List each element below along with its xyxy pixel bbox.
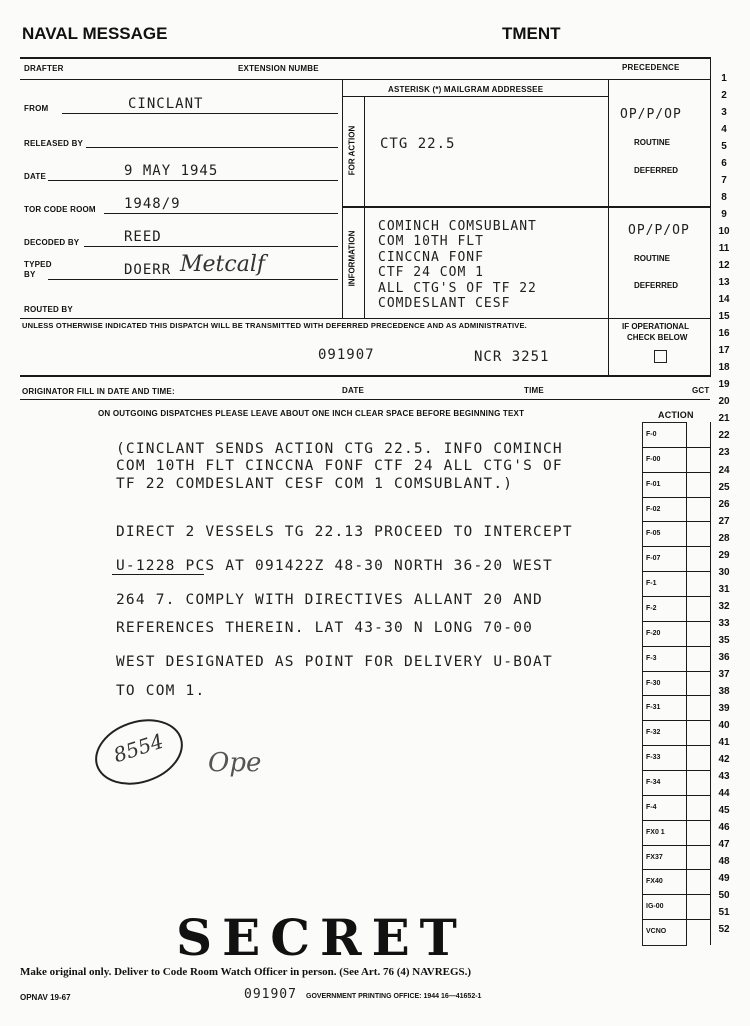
typed-label-2: BY	[24, 270, 36, 279]
line-number: 8	[721, 192, 727, 204]
action-code-0: F-0	[646, 431, 657, 438]
rule-originator	[20, 375, 710, 377]
line-number: 25	[718, 481, 730, 493]
tor-value: 1948/9	[124, 196, 181, 212]
information-label: INFORMATION	[347, 230, 357, 287]
action-code-divider	[642, 894, 710, 895]
line-number: 3	[721, 107, 727, 118]
line-number: 7	[721, 175, 727, 187]
line-number: 2	[721, 90, 727, 101]
line-number: 48	[718, 855, 730, 867]
released-line	[86, 147, 338, 148]
tor-label: TOR CODE ROOM	[24, 205, 96, 214]
action-code-divider	[642, 695, 710, 696]
action-code-divider	[642, 795, 710, 796]
action-code-3: F-02	[646, 505, 661, 513]
drafter-label: DRAFTER	[24, 64, 64, 73]
routing-number: 8554	[110, 728, 167, 768]
action-code-divider	[642, 521, 710, 522]
line-number: 23	[718, 447, 730, 459]
released-label: RELEASED BY	[24, 139, 84, 148]
action-code-8: F-20	[646, 629, 661, 637]
line-number: 39	[718, 702, 730, 714]
action-code-divider	[642, 770, 710, 771]
action-code-17: FX37	[646, 853, 663, 861]
line-number: 1	[721, 73, 727, 84]
info-line-1: COMINCH COMSUBLANT	[378, 219, 537, 234]
line-number: 21	[718, 413, 730, 425]
line-number: 31	[718, 583, 730, 595]
decoded-label: DECODED BY	[24, 238, 80, 247]
body-line-6: 264 7. COMPLY WITH DIRECTIVES ALLANT 20 AND	[116, 592, 543, 608]
rule-top	[20, 57, 710, 59]
action-code-4: F-05	[646, 530, 661, 538]
from-line	[62, 113, 338, 114]
action-code-divider	[642, 546, 710, 547]
asterisk-label: ASTERISK (*) MAILGRAM ADDRESSEE	[388, 85, 544, 94]
typed-signature: Metcalf	[180, 252, 266, 277]
action-precedence-routine: ROUTINE	[634, 138, 670, 147]
rule-action-info	[342, 206, 710, 208]
action-code-13: F-33	[646, 754, 661, 761]
line-number: 4	[721, 124, 727, 136]
line-number: 41	[718, 736, 730, 748]
action-precedence-deferred: DEFERRED	[634, 166, 679, 175]
tor-line	[104, 213, 338, 214]
action-code-11: F-31	[646, 704, 661, 712]
line-number: 33	[718, 617, 730, 629]
divider-far	[710, 57, 711, 377]
action-header: ACTION	[658, 410, 694, 420]
info-precedence-routine: ROUTINE	[634, 254, 670, 263]
action-code-divider	[642, 596, 710, 597]
line-number: 28	[718, 532, 730, 544]
decoded-line	[84, 246, 338, 247]
body-line-9: TO COM 1.	[116, 683, 206, 699]
footer-printer: GOVERNMENT PRINTING OFFICE: 1944 16—41652-1	[306, 993, 482, 1000]
info-precedence-deferred: DEFERRED	[634, 281, 679, 290]
action-code-10: F-30	[646, 679, 661, 687]
action-code-divider	[642, 919, 710, 920]
footer-dtg: 091907	[244, 987, 297, 1002]
line-number: 43	[718, 770, 730, 782]
precedence-label: PRECEDENCE	[622, 63, 680, 72]
info-line-5: ALL CTG'S OF TF 22	[378, 281, 537, 296]
action-code-15: F-4	[646, 803, 657, 811]
from-value: CINCLANT	[128, 96, 204, 112]
action-code-16: FX0 1	[646, 828, 665, 836]
body-line-3: TF 22 COMDESLANT CESF COM 1 COMSUBLANT.)	[116, 476, 514, 492]
line-number: 12	[718, 260, 730, 272]
body-line-4: DIRECT 2 VESSELS TG 22.13 PROCEED TO INTERCEPT	[116, 524, 573, 540]
action-code-divider	[642, 845, 710, 846]
action-code-5: F-07	[646, 555, 661, 563]
notice-text: UNLESS OTHERWISE INDICATED THIS DISPATCH WILL BE TRANSMITTED WITH DEFERRED PRECEDENCE AND AS ADMINISTRATIVE.	[22, 321, 527, 330]
line-number: 15	[718, 311, 730, 323]
line-number: 17	[718, 345, 730, 357]
action-code-divider	[642, 720, 710, 721]
divider-left	[342, 79, 343, 318]
line-number: 10	[718, 226, 730, 238]
for-action-label: FOR ACTION	[347, 125, 357, 176]
action-value: CTG 22.5	[380, 136, 456, 152]
form-title: NAVAL MESSAGE	[22, 24, 168, 43]
line-number: 26	[718, 498, 730, 510]
action-code-divider	[642, 497, 710, 498]
line-number: 32	[718, 600, 730, 612]
line-number: 27	[718, 515, 730, 527]
line-number: 49	[718, 872, 730, 884]
line-number: 50	[718, 890, 730, 901]
department-title: TMENT	[502, 24, 561, 43]
line-number: 47	[718, 838, 730, 850]
line-number: 45	[718, 804, 730, 816]
line-number: 9	[721, 209, 727, 221]
action-code-20: VCNO	[646, 928, 667, 935]
action-code-18: FX40	[646, 878, 663, 886]
footer-form-number: OPNAV 19-67	[20, 993, 71, 1002]
line-number: 38	[718, 685, 730, 697]
rule-notice	[20, 318, 710, 319]
secret-stamp: SECRET	[176, 908, 467, 967]
check-below-label: CHECK BELOW	[627, 333, 688, 342]
action-code-12: F-32	[646, 729, 661, 737]
body-underline	[112, 574, 204, 575]
line-number: 29	[718, 549, 730, 561]
line-number: 37	[718, 668, 730, 680]
info-line-6: COMDESLANT CESF	[378, 296, 511, 311]
action-code-divider	[642, 472, 710, 473]
action-code-divider	[642, 671, 710, 672]
typed-label-1: TYPED	[24, 260, 52, 269]
rule-originator-bottom	[20, 399, 710, 400]
typed-value: DOERR	[124, 262, 172, 278]
line-number: 5	[721, 141, 727, 153]
action-code-divider	[642, 621, 710, 622]
line-number: 14	[718, 294, 730, 306]
originator-label: ORIGINATOR FILL IN DATE AND TIME:	[22, 387, 175, 396]
line-number: 6	[721, 158, 727, 170]
extension-label: EXTENSION NUMBE	[238, 64, 319, 73]
originator-time: TIME	[524, 386, 544, 395]
line-number: 46	[718, 821, 730, 833]
date-value: 9 MAY 1945	[124, 163, 219, 179]
info-precedence-op: OP/P/OP	[628, 223, 690, 238]
action-precedence-op: OP/P/OP	[620, 107, 682, 122]
typed-line	[48, 279, 338, 280]
line-number: 18	[718, 362, 730, 374]
body-line-7: REFERENCES THEREIN. LAT 43-30 N LONG 70-00	[116, 620, 534, 636]
action-code-divider	[642, 745, 710, 746]
action-code-19: IG-00	[646, 903, 664, 911]
originator-date: DATE	[342, 386, 364, 395]
rule-asterisk	[342, 96, 608, 97]
line-number: 40	[718, 719, 730, 731]
line-number: 44	[718, 787, 730, 799]
rule-2	[20, 79, 710, 80]
body-line-8: WEST DESIGNATED AS POINT FOR DELIVERY U-BOAT	[116, 654, 553, 670]
line-number: 16	[718, 328, 730, 340]
operational-label: IF OPERATIONAL	[622, 322, 689, 331]
action-column-right	[710, 422, 711, 945]
decoded-value: REED	[124, 229, 162, 245]
date-line	[48, 180, 338, 181]
action-code-14: F-34	[646, 778, 661, 786]
notice-dtg: 091907	[318, 347, 375, 363]
body-line-5: U-1228 PCS AT 091422Z 48-30 NORTH 36-20 WEST	[116, 558, 553, 574]
action-code-6: F-1	[646, 580, 657, 588]
action-code-divider	[642, 646, 710, 647]
divider-right	[608, 79, 609, 375]
info-line-4: CTF 24 COM 1	[378, 265, 484, 280]
info-line-2: COM 10TH FLT	[378, 234, 484, 249]
body-line-2: COM 10TH FLT CINCCNA FONF CTF 24 ALL CTG'S OF	[116, 458, 563, 474]
line-number: 36	[718, 651, 730, 663]
info-line-3: CINCCNA FONF	[378, 250, 484, 265]
initials: Ope	[208, 748, 262, 778]
action-code-divider	[642, 447, 710, 448]
line-number: 51	[718, 907, 730, 918]
line-number: 11	[718, 243, 730, 255]
line-number: 19	[718, 379, 730, 391]
action-code-divider	[642, 571, 710, 572]
line-number: 42	[718, 753, 730, 765]
routed-label: ROUTED BY	[24, 305, 73, 314]
outgoing-note: ON OUTGOING DISPATCHES PLEASE LEAVE ABOUT ONE INCH CLEAR SPACE BEFORE BEGINNING TEXT	[98, 409, 525, 418]
action-code-9: F-3	[646, 654, 657, 662]
date-label: DATE	[24, 172, 46, 181]
action-code-divider	[642, 869, 710, 870]
line-number: 13	[718, 277, 730, 289]
line-number: 35	[718, 634, 730, 646]
line-number: 24	[718, 464, 730, 476]
notice-ncr: NCR 3251	[474, 349, 550, 365]
body-line-1: (CINCLANT SENDS ACTION CTG 22.5. INFO COMINCH	[116, 441, 563, 457]
originator-gct: GCT	[692, 386, 710, 395]
line-number: 22	[718, 430, 730, 442]
line-number: 20	[718, 396, 730, 408]
action-code-2: F-01	[646, 480, 661, 488]
footer-instruction: Make original only. Deliver to Code Room Watch Officer in person. (See Art. 76 (4) NAVREGS.)	[20, 966, 472, 978]
from-label: FROM	[24, 104, 49, 113]
action-code-7: F-2	[646, 605, 657, 612]
line-number: 52	[718, 924, 730, 935]
action-column-divider	[686, 422, 687, 945]
operational-checkbox[interactable]	[654, 350, 667, 363]
line-number: 30	[718, 566, 730, 578]
action-code-1: F-00	[646, 455, 661, 463]
action-code-divider	[642, 820, 710, 821]
